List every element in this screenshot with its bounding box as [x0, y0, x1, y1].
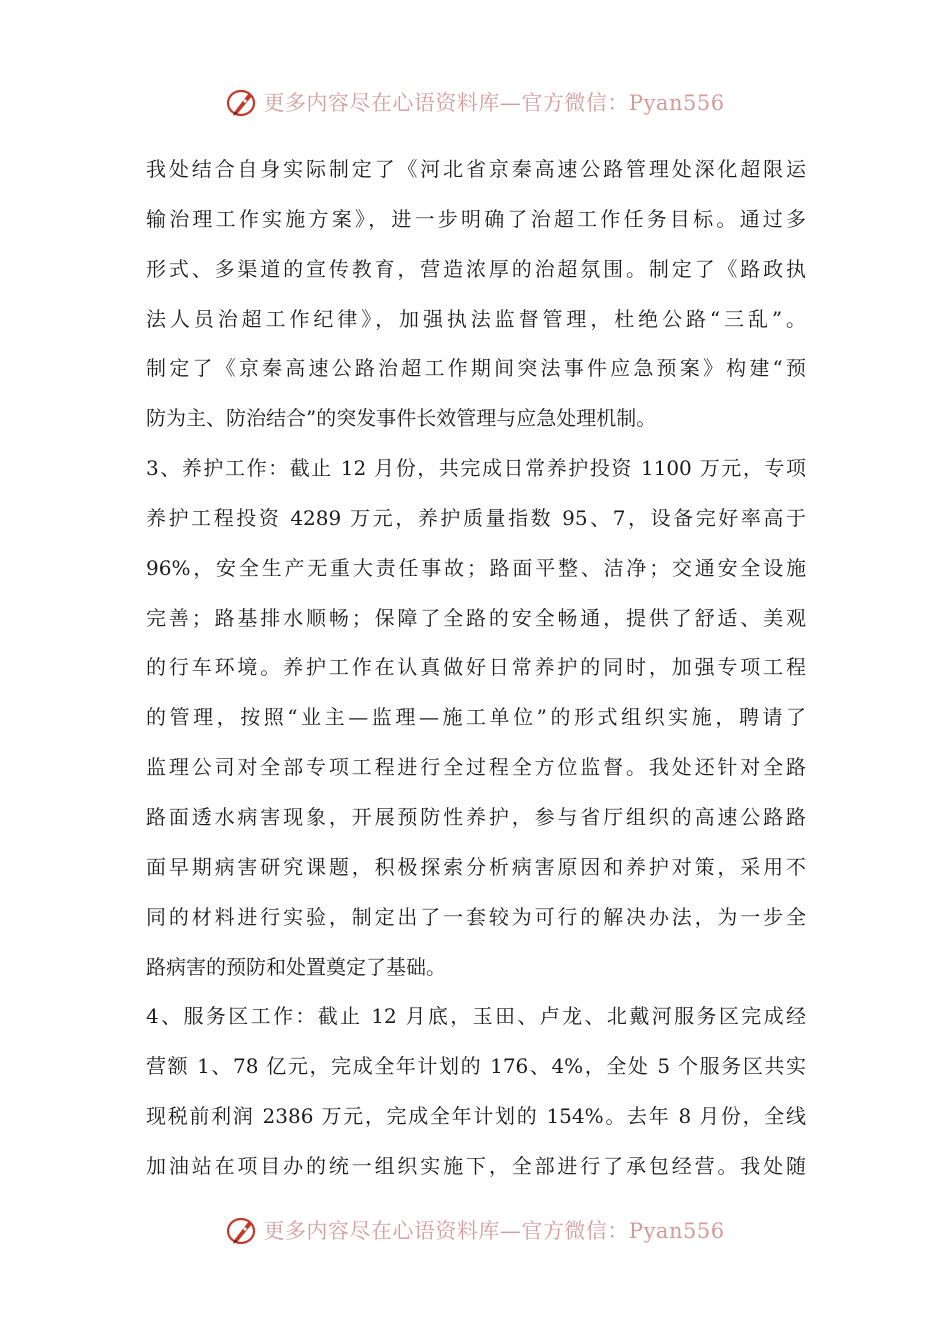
body-line: 输治理工作实施方案》，进一步明确了治超工作任务目标。通过多	[146, 206, 806, 231]
body-line: 同的材料进行实验，制定出了一套较为可行的解决办法，为一步全	[146, 904, 806, 929]
body-line: 防为主、防治结合”的突发事件长效管理与应急处理机制。	[146, 406, 657, 431]
body-line: 我处结合自身实际制定了《河北省京秦高速公路管理处深化超限运	[146, 157, 806, 181]
body-line: 现税前利润 2386 万元，完成全年计划的 154%。去年 8 月份，全线	[146, 1104, 806, 1129]
body-line: 监理公司对全部专项工程进行全过程全方位监督。我处还针对全路	[146, 755, 806, 780]
header-banner-text: 更多内容尽在心语资料库—官方微信：Pyan556	[263, 91, 725, 115]
body-line: 3、养护工作：截止 12 月份，共完成日常养护投资 1100 万元，专项	[146, 456, 806, 481]
footer-banner-text: 更多内容尽在心语资料库—官方微信：Pyan556	[263, 1219, 725, 1243]
body-line: 法人员治超工作纪律》，加强执法监督管理，杜绝公路“三乱”。	[146, 306, 806, 331]
body-line: 制定了《京秦高速公路治超工作期间突法事件应急预案》构建“预	[146, 356, 806, 381]
pen-nib-logo-icon	[225, 1213, 259, 1247]
body-line: 养护工程投资 4289 万元，养护质量指数 95、7，设备完好率高于	[146, 505, 806, 530]
body-line: 完善；路基排水顺畅；保障了全路的安全畅通，提供了舒适、美观	[146, 605, 806, 630]
body-line: 的管理，按照“业主—监理—施工单位”的形式组织实施，聘请了	[146, 705, 806, 730]
body-line: 营额 1、78 亿元，完成全年计划的 176、4%，全处 5 个服务区共实	[146, 1054, 806, 1079]
header-banner	[0, 80, 950, 124]
body-line: 加油站在项目办的统一组织实施下，全部进行了承包经营。我处随	[146, 1153, 806, 1178]
body-line: 4、服务区工作：截止 12 月底，玉田、卢龙、北戴河服务区完成经	[146, 1004, 806, 1029]
body-line: 形式、多渠道的宣传教育，营造浓厚的治超氛围。制定了《路政执	[146, 256, 806, 281]
body-line: 路面透水病害现象，开展预防性养护，参与省厅组织的高速公路路	[146, 804, 806, 829]
footer-banner	[0, 1208, 950, 1252]
body-line: 面早期病害研究课题，积极探索分析病害原因和养护对策，采用不	[146, 854, 806, 879]
pen-nib-logo-icon	[225, 85, 259, 119]
body-line: 的行车环境。养护工作在认真做好日常养护的同时，加强专项工程	[146, 655, 806, 680]
document-body	[146, 145, 806, 1192]
body-line: 96%，安全生产无重大责任事故；路面平整、洁净；交通安全设施	[146, 555, 806, 580]
body-line: 路病害的预防和处置奠定了基础。	[146, 954, 446, 979]
